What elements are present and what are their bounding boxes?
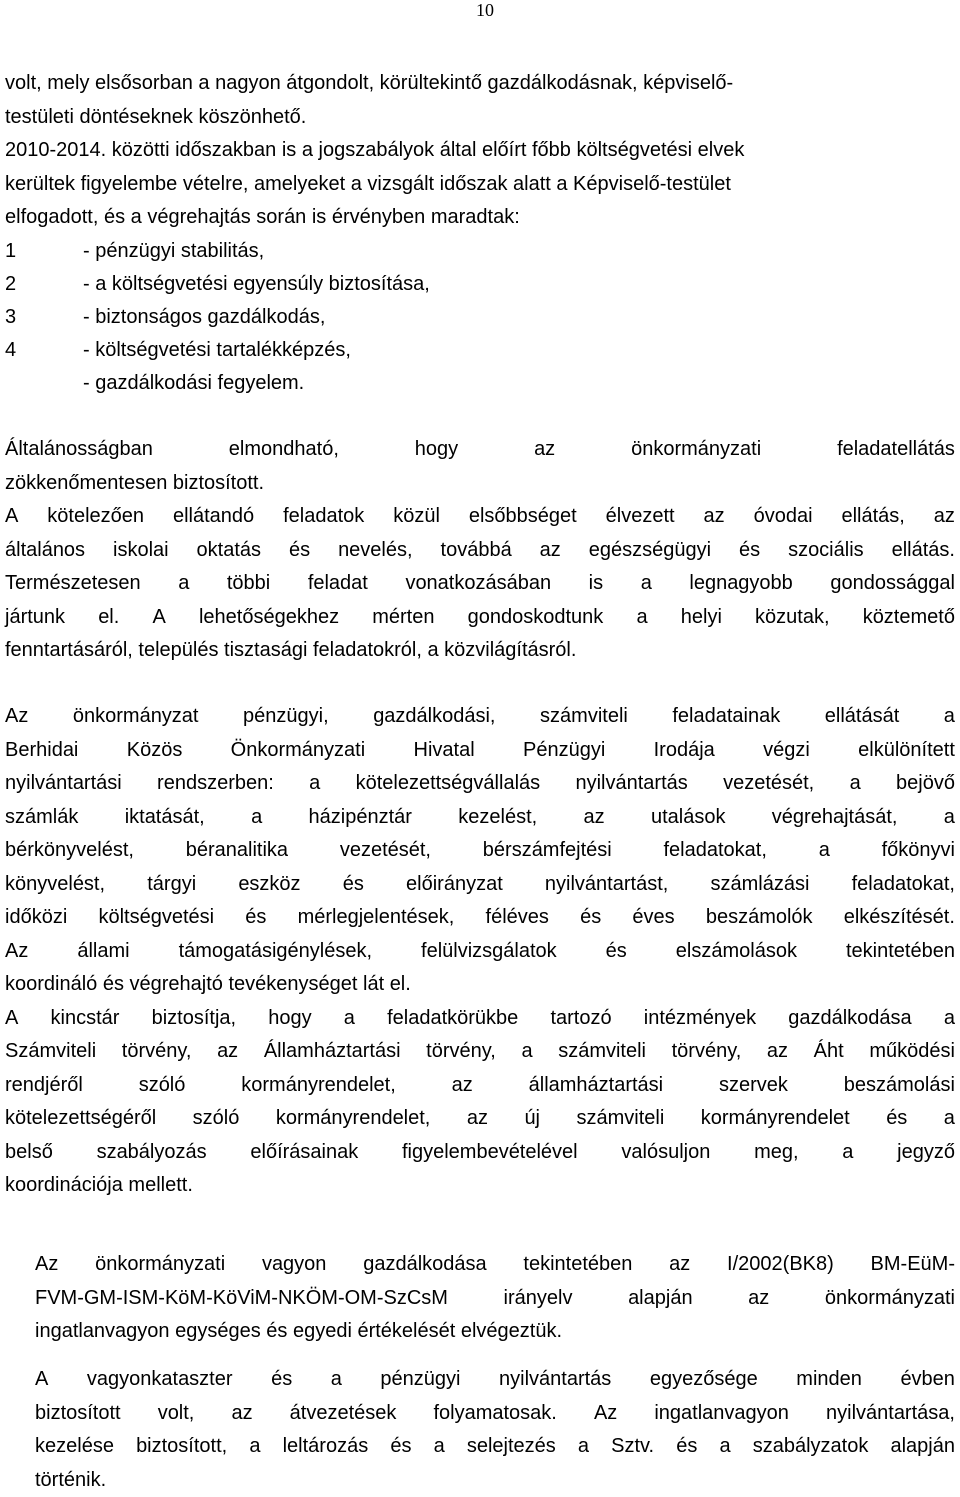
word: törvény, (122, 1035, 192, 1069)
word: elkészítését. (844, 901, 955, 935)
word: legnagyobb (689, 567, 792, 601)
word: Általánosságban (5, 433, 153, 467)
word: hogy (415, 433, 458, 467)
justified-line (35, 1363, 955, 1397)
word: Pénzügyi (523, 734, 605, 768)
word: vagyon (262, 1248, 327, 1282)
word: ellátását (825, 700, 900, 734)
word: féléves (486, 901, 549, 935)
word: beszámolási (844, 1069, 955, 1103)
justified-line (5, 601, 955, 635)
word: kormányrendelet, (241, 1069, 396, 1103)
word: számviteli (540, 700, 628, 734)
word: biztosított, (136, 1430, 227, 1464)
word: vagyonkataszter (87, 1363, 233, 1397)
word: kormányrendelet, (276, 1102, 431, 1136)
word: feladatainak (672, 700, 780, 734)
word: Az (5, 935, 28, 969)
word: kormányrendelet (701, 1102, 850, 1136)
intro-line: 2010-2014. közötti időszakban is a jogszabályok által előírt főbb költségvetési elvek (5, 134, 955, 168)
word: Az (5, 700, 28, 734)
word: és (390, 1430, 411, 1464)
word: feladatok (283, 500, 364, 534)
word: I/2002(BK8) (727, 1248, 834, 1282)
justified-line (5, 433, 955, 467)
word: továbbá (441, 534, 512, 568)
word: gondoskodtunk (468, 601, 604, 635)
justified-line (35, 1430, 955, 1464)
word: tárgyi (147, 868, 196, 902)
word: feladatkörükbe (387, 1002, 518, 1036)
word: előirányzat (406, 868, 503, 902)
word: új (524, 1102, 540, 1136)
word: Önkormányzati (231, 734, 366, 768)
word: a (178, 567, 189, 601)
list-item-number (5, 367, 83, 400)
justified-line (5, 700, 955, 734)
word: önkormányzati (95, 1248, 225, 1282)
word: és (676, 1430, 697, 1464)
paragraph-line: koordinációja mellett. (5, 1169, 955, 1203)
word: nyilvántartási (5, 767, 122, 801)
justified-line (35, 1248, 955, 1282)
word: beszámolók (706, 901, 813, 935)
word: Az (35, 1248, 58, 1282)
word: időközi (5, 901, 67, 935)
word: az (231, 1397, 252, 1431)
word: a (434, 1430, 445, 1464)
word: A (5, 1002, 18, 1036)
word: béranalitika (186, 834, 288, 868)
word: elszámolások (676, 935, 797, 969)
word: a (944, 1102, 955, 1136)
word: az (217, 1035, 238, 1069)
word: felülvizsgálatok (421, 935, 557, 969)
word: házipénztár (309, 801, 412, 835)
word: kezelése (35, 1430, 114, 1464)
word: az (704, 500, 725, 534)
word: bejövő (896, 767, 955, 801)
word: gazdálkodása (363, 1248, 486, 1282)
word: feladatellátás (837, 433, 955, 467)
word: szabályzatok (753, 1430, 869, 1464)
justified-line (5, 567, 955, 601)
intro-line: elfogadott, és a végrehajtás során is érvényben maradtak: (5, 201, 955, 235)
word: irányelv (504, 1282, 573, 1316)
word: óvodai (754, 500, 813, 534)
word: és (606, 935, 627, 969)
word: ellátandó (173, 500, 254, 534)
word: önkormányzati (825, 1282, 955, 1316)
list-item-text: - biztonságos gazdálkodás, (83, 301, 325, 334)
word: közutak, (755, 601, 829, 635)
word: nyilvántartás (499, 1363, 611, 1397)
word: és (245, 901, 266, 935)
word: és (271, 1363, 292, 1397)
word: egyezősége (650, 1363, 758, 1397)
word: is (589, 567, 603, 601)
word: éves (632, 901, 674, 935)
word: Az (594, 1397, 617, 1431)
word: vonatkozásában (405, 567, 551, 601)
word: biztosított (35, 1397, 121, 1431)
word: közül (393, 500, 440, 534)
word: belső (5, 1136, 53, 1170)
word: FVM-GM-ISM-KöM-KöViM-NKÖM-OM-SzCsM (35, 1282, 448, 1316)
word: gondossággal (830, 567, 955, 601)
word: ellátás, (841, 500, 904, 534)
word: törvény, (672, 1035, 742, 1069)
word: az (540, 534, 561, 568)
word: Államháztartási (264, 1035, 401, 1069)
justified-line (5, 1002, 955, 1036)
word: mérten (372, 601, 434, 635)
word: A (152, 601, 165, 635)
word: az (467, 1102, 488, 1136)
word: az (534, 433, 555, 467)
word: a (636, 601, 647, 635)
word: a (719, 1430, 730, 1464)
word: számviteli (558, 1035, 646, 1069)
justified-line (5, 1136, 955, 1170)
word: könyvelést, (5, 868, 105, 902)
word: nyilvántartása, (826, 1397, 955, 1431)
word: a (251, 801, 262, 835)
word: el. (98, 601, 119, 635)
word: lehetőségekhez (199, 601, 339, 635)
principles-list (5, 235, 955, 400)
word: az (748, 1282, 769, 1316)
word: elkülönített (858, 734, 955, 768)
justified-line (5, 734, 955, 768)
word: feladat (308, 567, 368, 601)
word: a (331, 1363, 342, 1397)
word: rendszerben: (157, 767, 274, 801)
word: meg, (754, 1136, 798, 1170)
word: végrehajtását, (772, 801, 898, 835)
word: Sztv. (611, 1430, 654, 1464)
intro-line: volt, mely elsősorban a nagyon átgondolt, körültekintő gazdálkodásnak, képviselő- (5, 67, 955, 101)
word: bérkönyvelést, (5, 834, 134, 868)
word: Közös (127, 734, 183, 768)
word: BM-EüM- (871, 1248, 955, 1282)
list-item (5, 268, 955, 301)
word: biztosítja, (152, 1002, 236, 1036)
word: számviteli (576, 1102, 664, 1136)
word: számlák (5, 801, 78, 835)
word: szabályozás (97, 1136, 207, 1170)
word: jegyző (897, 1136, 955, 1170)
word: ingatlanvagyon (654, 1397, 789, 1431)
word: az (584, 801, 605, 835)
word: többi (227, 567, 270, 601)
word: rendjéről (5, 1069, 83, 1103)
paragraph-line: ingatlanvagyon egységes és egyedi értékelését elvégeztük. (35, 1315, 955, 1349)
word: kötelezettségvállalás (356, 767, 541, 801)
word: szóló (193, 1102, 240, 1136)
word: nyilvántartást, (545, 868, 668, 902)
word: helyi (681, 601, 722, 635)
list-item-text: - gazdálkodási fegyelem. (83, 367, 304, 400)
word: államháztartási (529, 1069, 664, 1103)
word: és (289, 534, 310, 568)
word: átvezetések (290, 1397, 397, 1431)
word: egészségügyi (589, 534, 711, 568)
word: a (249, 1430, 260, 1464)
word: a (641, 567, 652, 601)
word: önkormányzati (631, 433, 761, 467)
word: pénzügyi, (243, 700, 329, 734)
word: főkönyvi (882, 834, 955, 868)
paragraph-line: történik. (35, 1464, 955, 1497)
word: végzi (763, 734, 810, 768)
tasks-paragraph (5, 433, 955, 668)
word: alapján (890, 1430, 955, 1464)
word: előírásainak (250, 1136, 358, 1170)
word: és (343, 868, 364, 902)
word: köztemető (863, 601, 955, 635)
word: gazdálkodási, (373, 700, 495, 734)
word: a (850, 767, 861, 801)
justified-line (5, 834, 955, 868)
word: A (35, 1363, 48, 1397)
word: a (944, 700, 955, 734)
word: iktatását, (125, 801, 205, 835)
list-item-number: 4 (5, 334, 83, 367)
justified-line (5, 1035, 955, 1069)
word: tekintetében (523, 1248, 632, 1282)
assets-paragraph (35, 1248, 955, 1349)
word: költségvetési (98, 901, 214, 935)
word: a (944, 801, 955, 835)
word: gazdálkodása (788, 1002, 911, 1036)
word: működési (869, 1035, 955, 1069)
word: kezelést, (458, 801, 537, 835)
word: ellátás. (892, 534, 955, 568)
word: selejtezés (467, 1430, 556, 1464)
word: Irodája (654, 734, 715, 768)
justified-line (5, 801, 955, 835)
word: utalások (651, 801, 726, 835)
word: és (739, 534, 760, 568)
word: állami (77, 935, 129, 969)
word: Számviteli (5, 1035, 96, 1069)
word: a (944, 1002, 955, 1036)
word: az (934, 500, 955, 534)
word: figyelembevételével (402, 1136, 578, 1170)
list-item-text: - a költségvetési egyensúly biztosítása, (83, 268, 430, 301)
list-item (5, 235, 955, 268)
intro-line: testületi döntéseknek köszönhető. (5, 101, 955, 135)
word: hogy (268, 1002, 311, 1036)
list-item (5, 367, 955, 400)
list-item (5, 334, 955, 367)
word: nyilvántartás (575, 767, 687, 801)
word: oktatás (197, 534, 261, 568)
justified-line (5, 1069, 955, 1103)
word: elsőbbséget (469, 500, 577, 534)
word: szociális (788, 534, 864, 568)
word: szervek (719, 1069, 788, 1103)
word: és (580, 901, 601, 935)
word: tartozó (550, 1002, 611, 1036)
word: Természetesen (5, 567, 141, 601)
word: az (767, 1035, 788, 1069)
word: elmondható, (229, 433, 339, 467)
finance-paragraph (5, 700, 955, 1203)
word: pénzügyi (380, 1363, 460, 1397)
word: általános (5, 534, 85, 568)
justified-line (5, 500, 955, 534)
word: vezetését, (340, 834, 431, 868)
word: kincstár (51, 1002, 120, 1036)
justified-line (5, 534, 955, 568)
word: intézmények (644, 1002, 756, 1036)
justified-line (35, 1282, 955, 1316)
list-item-text: - költségvetési tartalékképzés, (83, 334, 351, 367)
list-item (5, 301, 955, 334)
word: a (819, 834, 830, 868)
list-item-text: - pénzügyi stabilitás, (83, 235, 264, 268)
justified-line (5, 901, 955, 935)
word: bérszámfejtési (483, 834, 612, 868)
word: és (886, 1102, 907, 1136)
word: kötelezettségéről (5, 1102, 156, 1136)
list-item-number: 3 (5, 301, 83, 334)
word: vezetését, (723, 767, 814, 801)
word: alapján (628, 1282, 693, 1316)
word: Berhidai (5, 734, 78, 768)
word: a (309, 767, 320, 801)
word: szóló (139, 1069, 186, 1103)
word: folyamatosak. (433, 1397, 556, 1431)
word: jártunk (5, 601, 65, 635)
word: minden (796, 1363, 862, 1397)
list-item-number: 1 (5, 235, 83, 268)
word: valósuljon (621, 1136, 710, 1170)
word: a (578, 1430, 589, 1464)
word: a (344, 1002, 355, 1036)
page-number: 10 (470, 0, 500, 20)
paragraph-line: fenntartásáról, település tisztasági feladatokról, a közvilágításról. (5, 634, 955, 668)
word: törvény, (426, 1035, 496, 1069)
intro-paragraph (5, 67, 955, 235)
justified-line (5, 935, 955, 969)
cadastre-paragraph (35, 1363, 955, 1497)
word: eszköz (238, 868, 300, 902)
word: tekintetében (846, 935, 955, 969)
paragraph-line: koordináló és végrehajtó tevékenységet lát el. (5, 968, 955, 1002)
word: a (521, 1035, 532, 1069)
word: az (452, 1069, 473, 1103)
paragraph-line: zökkenőmentesen biztosított. (5, 467, 955, 501)
word: nevelés, (338, 534, 413, 568)
list-item-number: 2 (5, 268, 83, 301)
word: feladatokat, (664, 834, 767, 868)
word: támogatásigénylések, (179, 935, 372, 969)
word: az (669, 1248, 690, 1282)
word: évben (900, 1363, 955, 1397)
word: mérlegjelentések, (298, 901, 455, 935)
word: iskolai (113, 534, 169, 568)
word: leltározás (283, 1430, 369, 1464)
word: élvezett (606, 500, 675, 534)
word: számlázási (710, 868, 809, 902)
word: önkormányzat (73, 700, 199, 734)
word: kötelezően (47, 500, 144, 534)
word: A (5, 500, 18, 534)
justified-line (35, 1397, 955, 1431)
justified-line (5, 1102, 955, 1136)
word: a (842, 1136, 853, 1170)
justified-line (5, 767, 955, 801)
word: Áht (814, 1035, 844, 1069)
word: volt, (158, 1397, 195, 1431)
intro-line: kerültek figyelembe vételre, amelyeket a vizsgált időszak alatt a Képviselő-testület (5, 168, 955, 202)
justified-line (5, 868, 955, 902)
word: feladatokat, (852, 868, 955, 902)
word: Hivatal (414, 734, 475, 768)
